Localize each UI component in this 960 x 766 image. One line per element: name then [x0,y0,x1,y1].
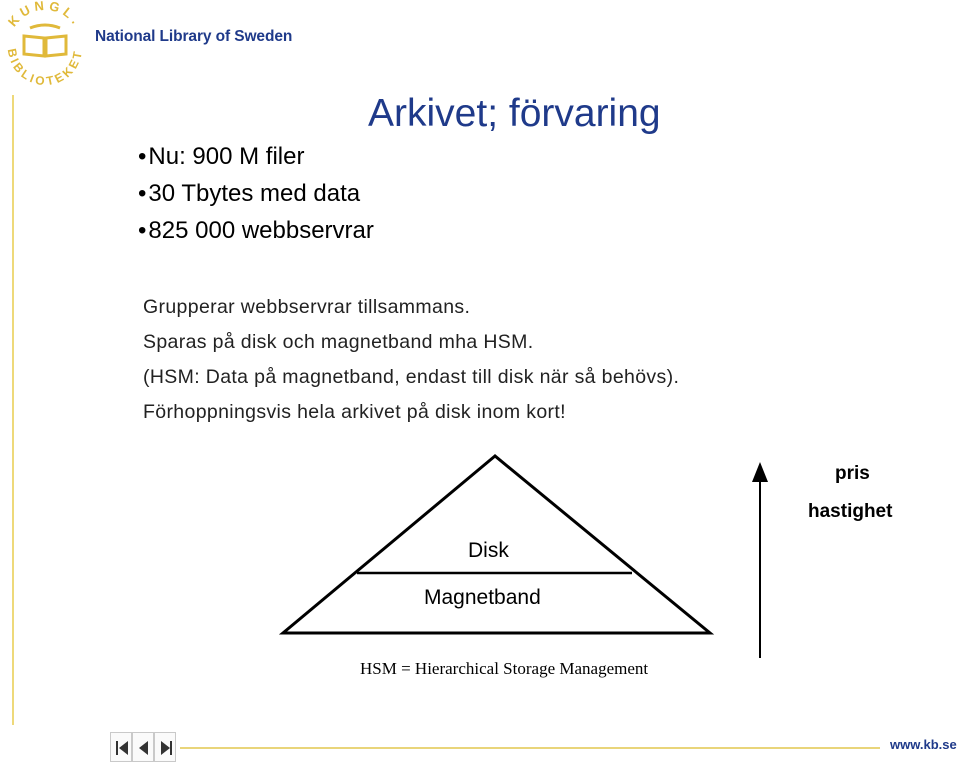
first-page-button[interactable] [110,732,132,762]
bullet-item: • 30 Tbytes med data [138,175,374,212]
body-line: Förhoppningsvis hela arkivet på disk inom kort! [143,401,566,423]
previous-page-button[interactable] [132,732,154,762]
seal-text-bottom: BIBLIOTEKET [4,47,86,89]
bullet-item: • 825 000 webbservrar [138,212,374,249]
hsm-caption: HSM = Hierarchical Storage Management [360,659,649,678]
next-page-icon [155,733,177,763]
axis-label-price: pris [835,463,870,484]
body-line: Sparas på disk och magnetband mha HSM. [143,331,534,353]
axis-arrow-up-icon [752,462,768,482]
footer-rule [180,747,880,749]
body-line: (HSM: Data på magnetband, endast till disk när så behövs). [143,366,680,388]
next-page-button[interactable] [154,732,176,762]
body-line: Grupperar webbservrar tillsammans. [143,296,471,318]
previous-page-icon [133,733,155,763]
disk-layer-label: Disk [468,539,509,562]
axis-label-speed: hastighet [808,501,893,522]
organization-name: National Library of Sweden [95,28,293,45]
tape-layer-label: Magnetband [424,586,541,609]
bullet-item: • Nu: 900 M filer [138,138,374,175]
slide-navigation [110,732,176,762]
slide-title: Arkivet; förvaring [368,92,661,135]
first-page-icon [111,733,133,763]
seal-text-top: KUNGL. [4,0,86,30]
website-link[interactable]: www.kb.se [890,737,957,752]
